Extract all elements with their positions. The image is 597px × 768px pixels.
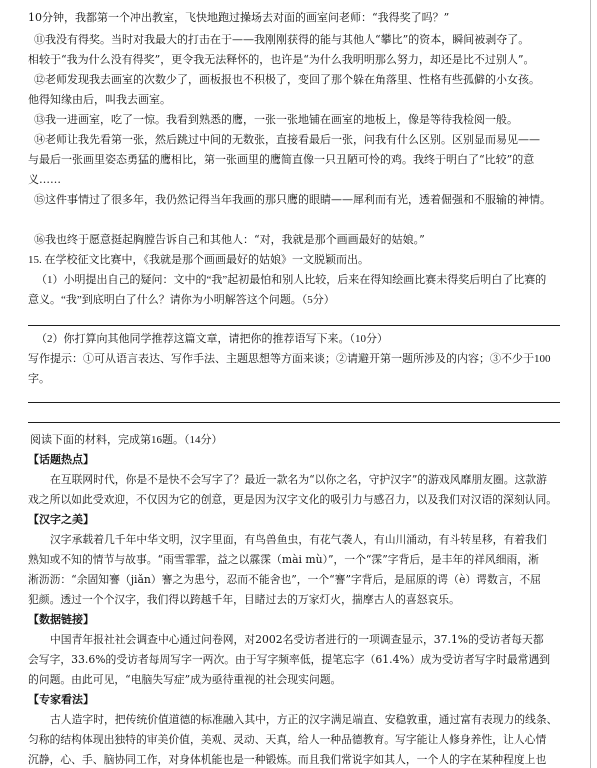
data-link-line-2: 会写字，33.6%的受访者每周写字一两次。由于写字频率低，提笔忘字（61.4%）成为受访者写字时最常遇到 bbox=[28, 653, 551, 666]
question-15-part-1-line-2: 意义。“我”到底明白了什么？请你为小明解答这个问题。（5分） bbox=[28, 294, 335, 306]
material-intro: 阅读下面的材料，完成第16题。（14分） bbox=[30, 434, 223, 446]
expert-line-2: 匀称的结构体现出独特的审美价值，美观、灵动、天真，给人一种品德教育。写字能让人修身养性，让人心情 bbox=[28, 733, 547, 746]
paragraph-15-line-1: ⑮这件事情过了很多年，我仍然记得当年我画的那只鹰的眼睛——犀利而有光，透着倔强和不服输的神情。 bbox=[34, 193, 551, 206]
section-heading-topic: 【话题热点】 bbox=[28, 454, 94, 466]
paragraph-14-line-3: 义…… bbox=[28, 173, 61, 186]
answer-line bbox=[28, 325, 560, 326]
topic-line-1: 在互联网时代，你是不是快不会写字了？最近一款名为“以你之名，守护汉字”的游戏风靡朋友圈。这款游 bbox=[50, 473, 547, 486]
data-link-line-1: 中国青年报社社会调查中心通过问卷网，对2002名受访者进行的一项调查显示，37.1%的受访者每天都 bbox=[50, 633, 544, 646]
paragraph-13-line-1: ⑬我一进画室，吃了一惊。我看到熟悉的鹰，一张一张地铺在画室的地板上，像是等待我检阅一般。 bbox=[34, 113, 518, 126]
paragraph-16-line-1: ⑯我也终于愿意挺起胸膛告诉自己和其他人：“对，我就是那个画画最好的姑娘。” bbox=[34, 233, 425, 246]
beauty-line-3: 淅沥沥：“余固知謇（jiǎn）謇之为患兮，忍而不能舍也”，一个“謇”字背后，是屈原的谔（è）谔数言，不屈 bbox=[28, 573, 541, 586]
beauty-line-1: 汉字承载着几千年中华文明，汉字里面，有鸟兽鱼虫，有花气袭人，有山川涌动，有斗转星移，有着我们 bbox=[50, 533, 547, 546]
paragraph-11-line-1: ⑪我没有得奖。当时对我最大的打击在于——我刚刚获得的能与其他人“攀比”的资本，瞬间被剥夺了。 bbox=[34, 33, 530, 46]
section-heading-beauty: 【汉字之美】 bbox=[28, 514, 94, 526]
writing-tips-line-2: 字。 bbox=[28, 373, 50, 385]
beauty-line-2: 熟知或不知的情节与故事。“雨雪霏霏，益之以霡霂（mài mù）”，一个“霂”字背后，是丰年的祥风细雨，淅 bbox=[28, 553, 539, 566]
paragraph-12-line-2: 他得知缘由后，叫我去画室。 bbox=[28, 93, 171, 106]
section-heading-data-link: 【数据链接】 bbox=[28, 614, 94, 626]
answer-line bbox=[28, 422, 560, 423]
question-15-part-2-prompt: （2）你打算向其他同学推荐这篇文章，请把你的推荐语写下来。（10分） bbox=[36, 333, 388, 345]
expert-line-1: 古人造字时，把传统价值道德的标准融入其中，方正的汉字满足端直、安稳敦重，通过富有表现力的线条、 bbox=[50, 713, 558, 726]
page-edge-line bbox=[590, 0, 591, 768]
paragraph-14-line-2: 与最后一张画里姿态勇猛的鹰相比，第一张画里的鹰简直像一只丑陋可怜的鸡。我终于明白了“比较”的意 bbox=[28, 153, 535, 166]
writing-tips-line-1: 写作提示：①可从语言表达、写作手法、主题思想等方面来谈；②请避开第一题所涉及的内容；③不少于100 bbox=[28, 353, 551, 365]
topic-line-2: 戏之所以如此受欢迎，不仅因为它的创意，更是因为汉字文化的吸引力与感召力，以及我们对汉语的深刻认同。 bbox=[28, 493, 558, 506]
answer-line bbox=[28, 402, 560, 403]
section-heading-expert: 【专家看法】 bbox=[28, 694, 94, 706]
paragraph-11-line-2: 相较于“我为什么没有得奖”，更令我无法释怀的，也许是“为什么我明明那么努力，却还是比不过别人”。 bbox=[28, 53, 535, 66]
data-link-line-3: 的问题。由此可见，“电脑失写症”成为亟待重视的社会现实问题。 bbox=[28, 673, 342, 686]
expert-line-3: 沉静，心、手、脑协同工作，对身体机能也是一种锻炼。而且我们常说字如其人，一个人的字在某种程度上也 bbox=[28, 753, 547, 766]
question-15-stem: 15. 在学校征文比赛中，《我就是那个画画最好的姑娘》一文脱颖而出。 bbox=[28, 254, 369, 266]
question-15-part-1-line-1: （1）小明提出自己的疑问：文中的“我”起初最怕和别人比较，后来在得知绘画比赛未得奖后明白了比赛的 bbox=[36, 274, 547, 286]
beauty-line-4: 犯颜。透过一个个汉字，我们得以跨越千年，目睹过去的万家灯火，揣摩古人的喜怒哀乐。 bbox=[28, 593, 460, 606]
paragraph-14-line-1: ⑭老师让我先看第一张，然后跳过中间的无数张，直接看最后一张，问我有什么区别。区别显而易见—— bbox=[34, 133, 540, 146]
paragraph-12-line-1: ⑫老师发现我去画室的次数少了，画板报也不积极了，变回了那个躲在角落里、性格有些孤僻的小女孩。 bbox=[34, 73, 540, 86]
story-intro-line: 10分钟，我都第一个冲出教室，飞快地跑过操场去对面的画室问老师：“我得奖了吗？” bbox=[28, 11, 450, 24]
